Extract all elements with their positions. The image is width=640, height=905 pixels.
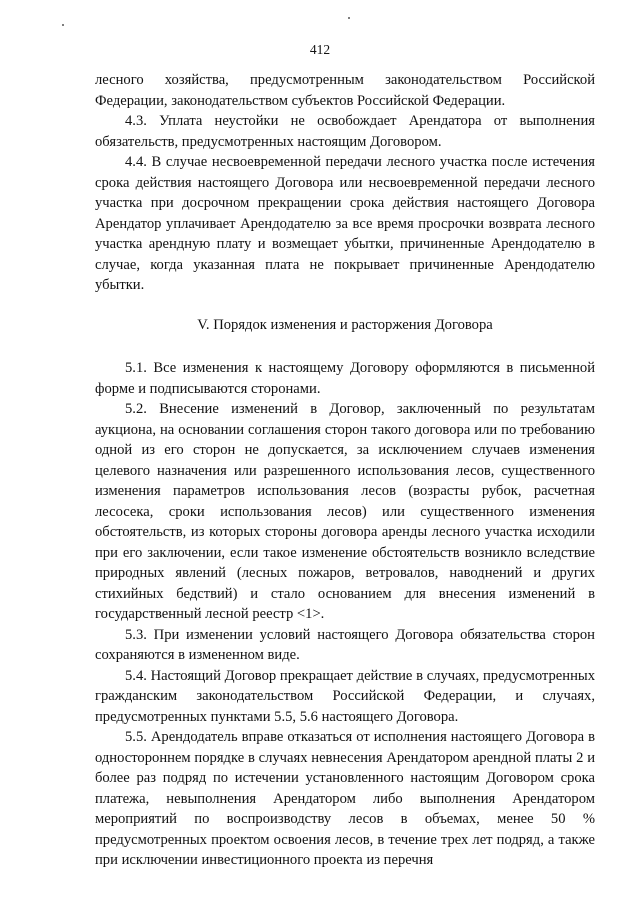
scan-speck <box>348 17 350 19</box>
paragraph-continuation: лесного хозяйства, предусмотренным законодательством Российской Федерации, законодательством субъектов Российской Федерации. <box>95 72 595 109</box>
scan-speck <box>62 24 64 26</box>
paragraph-5-1: 5.1. Все изменения к настоящему Договору оформляются в письменной форме и подписываются сторонами. <box>95 360 595 397</box>
paragraph-5-3: 5.3. При изменении условий настоящего Договора обязательства сторон сохраняются в измененном виде. <box>95 626 595 663</box>
page-number: 412 <box>309 42 331 57</box>
paragraph-4-4: 4.4. В случае несвоевременной передачи лесного участка после истечения срока действия настоящего Договора или несвоевременной передачи лесного участка при досрочном прекращении срока действия настоящего Договора Арендатор уплачивает Арендодателю за все время просрочки возврата лесного участка арендную плату и возмещает убытки, причиненные Арендодателю в случае, когда указанная плата не покрывает причиненные Арендодателю убытки. <box>95 154 595 293</box>
paragraph-4-3: 4.3. Уплата неустойки не освобождает Арендатора от выполнения обязательств, предусмотренных настоящим Договором. <box>95 113 595 150</box>
paragraph-5-4: 5.4. Настоящий Договор прекращает действие в случаях, предусмотренных гражданским законодательством Российской Федерации, и случаях, предусмотренных пунктами 5.5, 5.6 настоящего Договора. <box>95 667 595 725</box>
section-heading: V. Порядок изменения и расторжения Договора <box>197 316 493 333</box>
document-body <box>95 70 595 871</box>
paragraph-5-2: 5.2. Внесение изменений в Договор, заключенный по результатам аукциона, на основании соглашения сторон такого договора или по требованию одной из его сторон не допускается, за исключением случаев изменения целевого назначения или разрешенного использования лесов, существенного изменения параметров использования лесов (возрасты рубок, расчетная лесосека, сроки использования лесов) или существенного изменения обстоятельств, из которых стороны договора аренды лесного участка исходили при его заключении, если такое изменение обстоятельств возникло вследствие природных явлений (лесных пожаров, ветровалов, наводнений и других стихийных бедствий) и стало основанием для внесения изменений в государственный лесной реестр <1>. <box>95 401 595 622</box>
paragraph-5-5: 5.5. Арендодатель вправе отказаться от исполнения настоящего Договора в одностороннем порядке в случаях невнесения Арендатором арендной платы 2 и более раз подряд по истечении установленного настоящим Договором срока платежа, невыполнения Арендатором либо выполнения Арендатором мероприятий по воспроизводству лесов в объемах, менее 50 % предусмотренных проектом освоения лесов, в течение трех лет подряд, а также при исключении инвестиционного проекта из перечня <box>95 729 595 868</box>
